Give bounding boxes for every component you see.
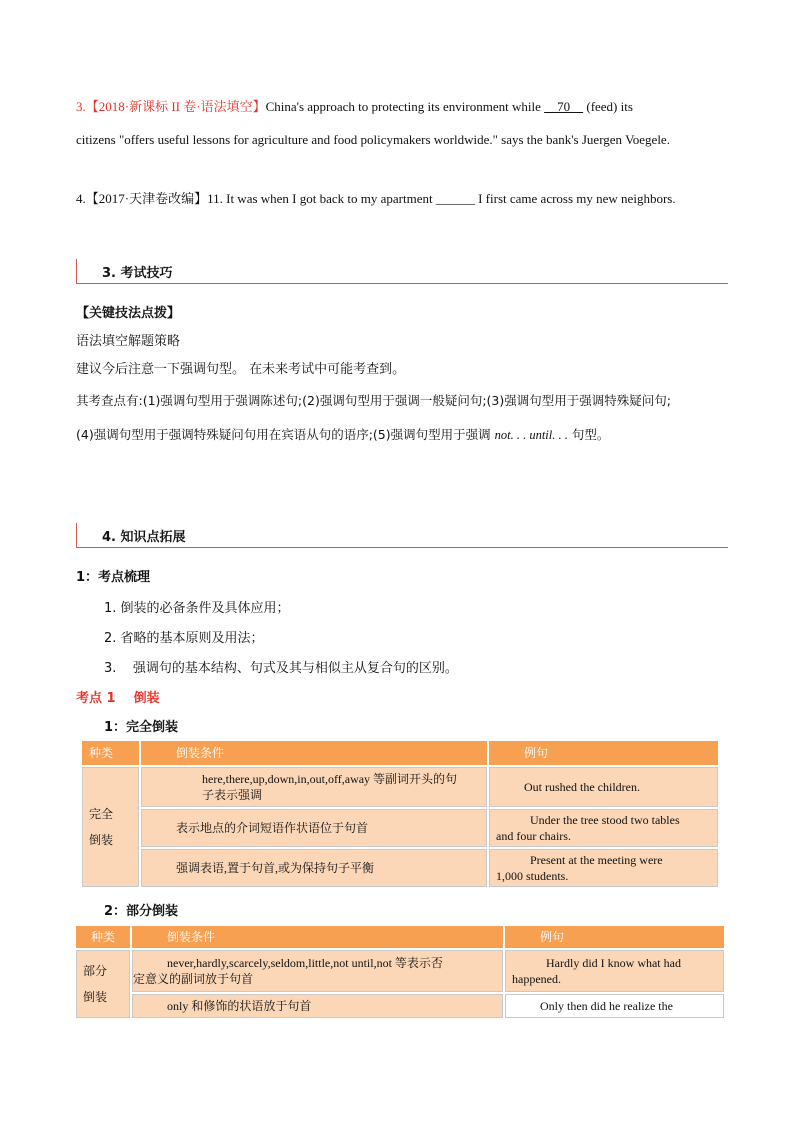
question-4-source: 4.【2017·天津卷改编】 — [76, 191, 208, 206]
section-3-line2: 建议今后注意一下强调句型。 在未来考试中可能考查到。 — [76, 362, 406, 377]
question-3 — [76, 98, 736, 116]
condition-cell: 强调表语,置于句首,或为保持句子平衡 — [141, 849, 487, 887]
table-header-cell: 种类 — [82, 741, 139, 765]
section-3-line4 — [76, 425, 609, 443]
table-row — [82, 849, 718, 887]
section-4-bar — [76, 523, 77, 547]
category-cell: 部分 倒装 — [76, 950, 130, 1018]
condition-cell: 表示地点的介词短语作状语位于句首 — [141, 809, 487, 847]
question-3-line2: citizens "offers useful lessons for agriculture and food policymakers worldwide." says the bank's Juergen Voegele. — [76, 132, 670, 147]
table-header-cell: 倒装条件 — [132, 926, 503, 948]
table-row — [76, 950, 724, 992]
condition-cell: never,hardly,scarcely,seldom,little,not until,not 等表示否 定意义的副词放于句首 — [132, 950, 503, 992]
section-3-line3: 其考查点有:(1)强调句型用于强调陈述句;(2)强调句型用于强调一般疑问句;(3)强调句型用于强调特殊疑问句; — [76, 393, 671, 408]
condition-cell: here,there,up,down,in,out,off,away 等副词开头的句 子表示强调 — [141, 767, 487, 807]
example-cell: Only then did he realize the — [505, 994, 724, 1018]
question-3-answer: 70 — [544, 99, 584, 114]
table-header-row — [76, 926, 724, 948]
example-cell: Present at the meeting were 1,000 students. — [489, 849, 718, 887]
section-3-line4-a: (4)强调句型用于强调特殊疑问句用在宾语从句的语序;(5)强调句型用于强调 — [76, 427, 495, 442]
partial-inversion-table — [74, 924, 726, 1020]
table-header-cell: 倒装条件 — [141, 741, 487, 765]
full-inversion-table — [80, 739, 720, 889]
section-3-title: 3. 考试技巧 — [102, 266, 173, 281]
table-row — [82, 767, 718, 807]
question-3-text-after: (feed) its — [583, 99, 633, 114]
partial-inversion-title: 2：部分倒装 — [104, 904, 179, 919]
section-4-item-2: 2. 省略的基本原则及用法； — [104, 631, 264, 646]
table-header-cell: 例句 — [489, 741, 718, 765]
example-cell: Under the tree stood two tables and four chairs. — [489, 809, 718, 847]
section-4-title: 4. 知识点拓展 — [102, 530, 186, 545]
section-3-bar — [76, 259, 77, 283]
example-cell: Hardly did I know what had happened. — [505, 950, 724, 992]
question-4 — [76, 190, 746, 208]
full-inversion-title: 1：完全倒装 — [104, 720, 179, 735]
section-4-item-3: 3. 强调句的基本结构、句式及其与相似主从复合句的区别。 — [104, 661, 458, 676]
kaodian-title: 考点 1 倒装 — [76, 691, 160, 706]
question-3-source: 3.【2018·新课标 II 卷·语法填空】 — [76, 99, 266, 114]
section-3-header — [76, 259, 728, 284]
question-3-text-before: China's approach to protecting its environment while — [265, 99, 545, 114]
section-4-item-1: 1. 倒装的必备条件及具体应用； — [104, 601, 290, 616]
section-3-line1: 语法填空解题策略 — [76, 334, 181, 349]
table-header-cell: 例句 — [505, 926, 724, 948]
question-4-text: 11. It was when I got back to my apartment ______ I first came across my new neighbors. — [207, 191, 676, 206]
section-4-sub1: 1：考点梳理 — [76, 570, 151, 585]
section-3-line4-b: 句型。 — [567, 427, 610, 442]
example-cell: Out rushed the children. — [489, 767, 718, 807]
category-cell: 完全 倒装 — [82, 767, 139, 887]
section-3-heading: 【关键技法点拨】 — [76, 306, 181, 321]
table-header-cell: 种类 — [76, 926, 130, 948]
condition-cell: only 和修饰的状语放于句首 — [132, 994, 503, 1018]
section-3-line4-italic: not. . . until. . . — [494, 428, 568, 442]
table-header-row — [82, 741, 718, 765]
section-4-header — [76, 523, 728, 548]
table-row — [82, 809, 718, 847]
table-row — [76, 994, 724, 1018]
